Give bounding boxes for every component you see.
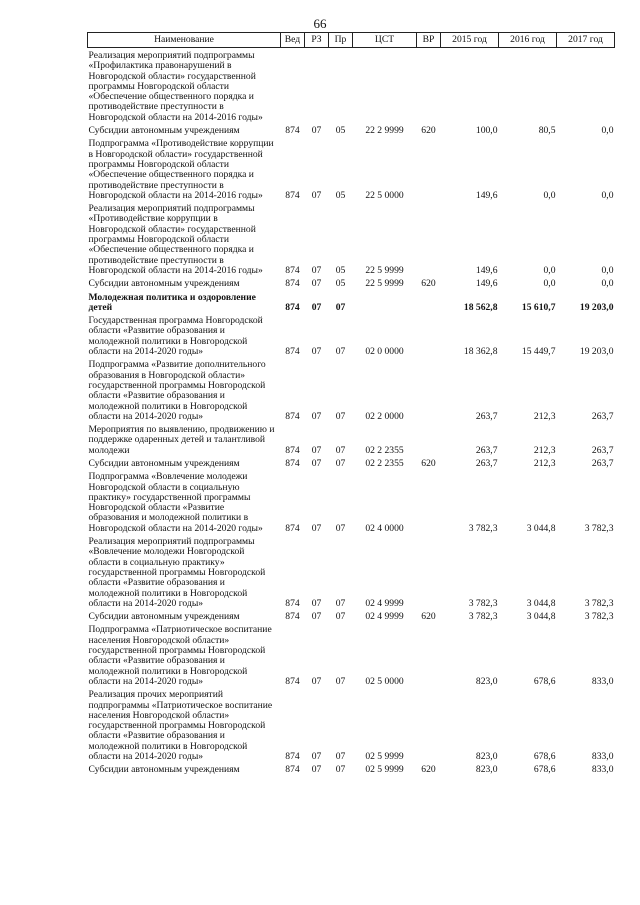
header-ved: Вед (281, 33, 305, 48)
cell-2015: 149,6 (475, 264, 498, 276)
table-row (88, 762, 615, 775)
cell-ved: 874 (285, 278, 300, 290)
page-number: 66 (313, 16, 327, 31)
cell-2017: 833,0 (591, 751, 614, 762)
cell-2017: 0,0 (601, 189, 614, 201)
cell-vr (417, 687, 441, 762)
cell-ved: 874 (285, 301, 300, 313)
cell-name: Субсидии автономным учреждениям (88, 764, 240, 776)
table-row (88, 609, 615, 622)
cell-2017: 3 782,3 (584, 522, 614, 534)
cell-2015: 3 782,3 (468, 597, 498, 609)
header-2015: 2015 год (441, 33, 499, 48)
cell-rz: 07 (311, 611, 322, 623)
table-row (88, 123, 615, 136)
table-row (88, 456, 615, 469)
cell-2015: 100,0 (475, 125, 498, 137)
cell-2017: 3 782,3 (584, 597, 614, 609)
cell-ved: 874 (285, 189, 300, 201)
cell-cst (353, 48, 417, 124)
cell-vr: 620 (421, 611, 436, 623)
cell-2015 (441, 48, 499, 124)
cell-2017: 19 203,0 (579, 346, 614, 358)
cell-cst: 22 5 9999 (365, 278, 404, 290)
cell-vr (417, 290, 441, 314)
cell-rz (305, 48, 329, 124)
cell-rz: 07 (311, 522, 322, 534)
cell-2016: 15 449,7 (521, 346, 556, 358)
cell-vr (417, 422, 441, 456)
cell-ved: 874 (285, 597, 300, 609)
cell-2015: 3 782,3 (468, 522, 498, 534)
cell-pr: 07 (335, 410, 346, 422)
header-2017: 2017 год (557, 33, 615, 48)
cell-2016: 80,5 (538, 125, 556, 137)
cell-2016 (499, 48, 557, 124)
cell-2015: 149,6 (475, 278, 498, 290)
cell-name: Реализация прочих мероприятий подпрограммы «Патриотическое воспитание населения Новгородской области» государственной программы Новгородской области «Развитие образования и молодежной политики в Новгородской области на 2014-2020 годы» (88, 689, 273, 762)
cell-name: Подпрограмма «Вовлечение молодежи Новгородской области в социальную практику» государственной программы Новгородской области «Развитие образования и молодежной политики в Новгородской области на 2014-2020 годы» (88, 471, 263, 534)
cell-2016: 212,3 (533, 457, 556, 469)
cell-cst: 02 5 0000 (365, 675, 404, 687)
cell-2017 (557, 48, 615, 124)
cell-2015: 263,7 (475, 410, 498, 422)
header-cst: ЦСТ (353, 33, 417, 48)
cell-2017: 3 782,3 (584, 611, 614, 623)
cell-vr (417, 136, 441, 201)
cell-2017: 263,7 (591, 444, 614, 456)
cell-cst: 02 2 0000 (365, 410, 404, 422)
cell-2016: 3 044,8 (526, 597, 556, 609)
cell-2015: 823,0 (475, 675, 498, 687)
cell-pr: 07 (335, 751, 346, 762)
cell-2016: 0,0 (543, 278, 556, 290)
cell-cst: 02 5 9999 (365, 751, 404, 762)
cell-2015: 18 562,8 (463, 301, 498, 313)
cell-pr: 07 (335, 522, 346, 534)
cell-pr: 07 (335, 444, 346, 456)
cell-2016: 212,3 (533, 444, 556, 456)
cell-rz: 07 (311, 301, 322, 313)
cell-name: Мероприятия по выявлению, продвижению и поддержке одаренных детей и талантливой молодежи (88, 424, 275, 456)
cell-vr: 620 (421, 125, 436, 137)
table-row (88, 469, 615, 534)
cell-cst: 02 4 9999 (365, 597, 404, 609)
table-row (88, 48, 615, 124)
cell-2017: 263,7 (591, 410, 614, 422)
table-header-row (88, 33, 615, 48)
cell-vr (417, 313, 441, 357)
cell-name: Подпрограмма «Противодействие коррупции в Новгородской области» государственной программы Новгородской области «Обеспечение общественного порядка и противодействие преступности в Новгородской области на 2014-2016 годы» (88, 138, 274, 201)
cell-name: Субсидии автономным учреждениям (88, 278, 240, 290)
cell-ved: 874 (285, 751, 300, 762)
header-rz: РЗ (305, 33, 329, 48)
cell-cst: 22 5 0000 (365, 189, 404, 201)
table-row (88, 290, 615, 314)
cell-pr: 07 (335, 457, 346, 469)
cell-2016: 678,6 (533, 764, 556, 776)
cell-cst: 02 5 9999 (365, 764, 404, 776)
cell-name: Подпрограмма «Патриотическое воспитание населения Новгородской области» государственной программы Новгородской области «Развитие образования и молодежной политики в Новгородской области на 2014-2020 годы» (88, 624, 272, 687)
cell-2017: 833,0 (591, 675, 614, 687)
table-row (88, 534, 615, 609)
cell-2016: 678,6 (533, 751, 556, 762)
cell-pr: 07 (335, 764, 346, 776)
cell-rz: 07 (311, 125, 322, 137)
cell-2015: 263,7 (475, 444, 498, 456)
cell-rz: 07 (311, 410, 322, 422)
table-row (88, 422, 615, 456)
cell-2017: 0,0 (601, 278, 614, 290)
cell-2017: 833,0 (591, 764, 614, 776)
cell-2017: 0,0 (601, 125, 614, 137)
cell-rz: 07 (311, 764, 322, 776)
header-2016: 2016 год (499, 33, 557, 48)
cell-ved (281, 48, 305, 124)
cell-ved: 874 (285, 764, 300, 776)
cell-rz: 07 (311, 346, 322, 358)
cell-2015: 823,0 (475, 764, 498, 776)
header-name: Наименование (88, 33, 281, 48)
cell-cst: 02 2 2355 (365, 444, 404, 456)
cell-vr: 620 (421, 457, 436, 469)
cell-2017: 19 203,0 (579, 301, 614, 313)
cell-name: Субсидии автономным учреждениям (88, 457, 240, 469)
cell-2015: 823,0 (475, 751, 498, 762)
cell-vr (417, 357, 441, 422)
cell-2016: 15 610,7 (521, 301, 556, 313)
cell-ved: 874 (285, 264, 300, 276)
cell-ved: 874 (285, 410, 300, 422)
cell-cst: 02 0 0000 (365, 346, 404, 358)
cell-ved: 874 (285, 457, 300, 469)
cell-name: Подпрограмма «Развитие дополнительного образования в Новгородской области» государственной программы Новгородской области «Развитие образования и молодежной политики в Новгородской области на 2014-2020 годы» (88, 359, 266, 422)
cell-cst (353, 290, 417, 314)
cell-pr (329, 48, 353, 124)
header-pr: Пр (329, 33, 353, 48)
cell-pr: 05 (335, 264, 346, 276)
table-row (88, 357, 615, 422)
cell-name: Субсидии автономным учреждениям (88, 611, 240, 623)
table-row (88, 136, 615, 201)
cell-rz: 07 (311, 457, 322, 469)
cell-vr (417, 201, 441, 276)
cell-2015: 149,6 (475, 189, 498, 201)
cell-name: Субсидии автономным учреждениям (88, 125, 240, 137)
cell-ved: 874 (285, 611, 300, 623)
cell-rz: 07 (311, 278, 322, 290)
cell-rz: 07 (311, 675, 322, 687)
cell-cst: 02 4 0000 (365, 522, 404, 534)
cell-pr: 07 (335, 675, 346, 687)
cell-ved: 874 (285, 522, 300, 534)
table-row (88, 622, 615, 687)
cell-2015: 3 782,3 (468, 611, 498, 623)
cell-2016: 212,3 (533, 410, 556, 422)
cell-pr: 05 (335, 125, 346, 137)
cell-pr: 07 (335, 611, 346, 623)
table-row (88, 687, 615, 762)
cell-2016: 0,0 (543, 264, 556, 276)
cell-pr: 07 (335, 346, 346, 358)
cell-2015: 18 362,8 (463, 346, 498, 358)
cell-name: Реализация мероприятий подпрограммы «Вовлечение молодежи Новгородской области в социальную практику» государственной программы Новгородской области «Развитие образования и молодежной политики в Новгородской области на 2014-2020 годы» (88, 536, 266, 609)
cell-2016: 3 044,8 (526, 522, 556, 534)
cell-vr (417, 622, 441, 687)
cell-vr (417, 469, 441, 534)
cell-2017: 263,7 (591, 457, 614, 469)
cell-name: Государственная программа Новгородской области «Развитие образования и молодежной политики в Новгородской области на 2014-2020 годы» (88, 315, 263, 358)
cell-vr: 620 (421, 764, 436, 776)
cell-vr (417, 48, 441, 124)
cell-name: Реализация мероприятий подпрограммы «Профилактика правонарушений в Новгородской области» государственной программы Новгородской области «Обеспечение общественного порядка и противодействие преступности в Новгородской области на 2014-2016 годы» (88, 50, 263, 123)
cell-ved: 874 (285, 125, 300, 137)
cell-pr: 05 (335, 278, 346, 290)
cell-cst: 22 2 9999 (365, 125, 404, 137)
cell-vr: 620 (421, 278, 436, 290)
header-vr: ВР (417, 33, 441, 48)
cell-vr (417, 534, 441, 609)
table-row (88, 201, 615, 276)
cell-2016: 678,6 (533, 675, 556, 687)
cell-2015: 263,7 (475, 457, 498, 469)
cell-cst: 22 5 9999 (365, 264, 404, 276)
cell-cst: 02 4 9999 (365, 611, 404, 623)
cell-pr: 07 (335, 301, 346, 313)
cell-rz: 07 (311, 444, 322, 456)
cell-ved: 874 (285, 444, 300, 456)
cell-rz: 07 (311, 751, 322, 762)
cell-rz: 07 (311, 264, 322, 276)
cell-name: Молодежная политика и оздоровление детей (88, 291, 256, 313)
cell-2016: 0,0 (543, 189, 556, 201)
cell-ved: 874 (285, 675, 300, 687)
cell-rz: 07 (311, 597, 322, 609)
cell-rz: 07 (311, 189, 322, 201)
budget-table (87, 32, 615, 776)
cell-ved: 874 (285, 346, 300, 358)
table-row (88, 276, 615, 289)
cell-cst: 02 2 2355 (365, 457, 404, 469)
cell-pr: 07 (335, 597, 346, 609)
cell-pr: 05 (335, 189, 346, 201)
cell-2016: 3 044,8 (526, 611, 556, 623)
table-row (88, 313, 615, 357)
cell-name: Реализация мероприятий подпрограммы «Противодействие коррупции в Новгородской области» государственной программы Новгородской области «Обеспечение общественного порядка и противодействие преступности в Новгородской области на 2014-2016 годы» (88, 203, 263, 276)
cell-2017: 0,0 (601, 264, 614, 276)
